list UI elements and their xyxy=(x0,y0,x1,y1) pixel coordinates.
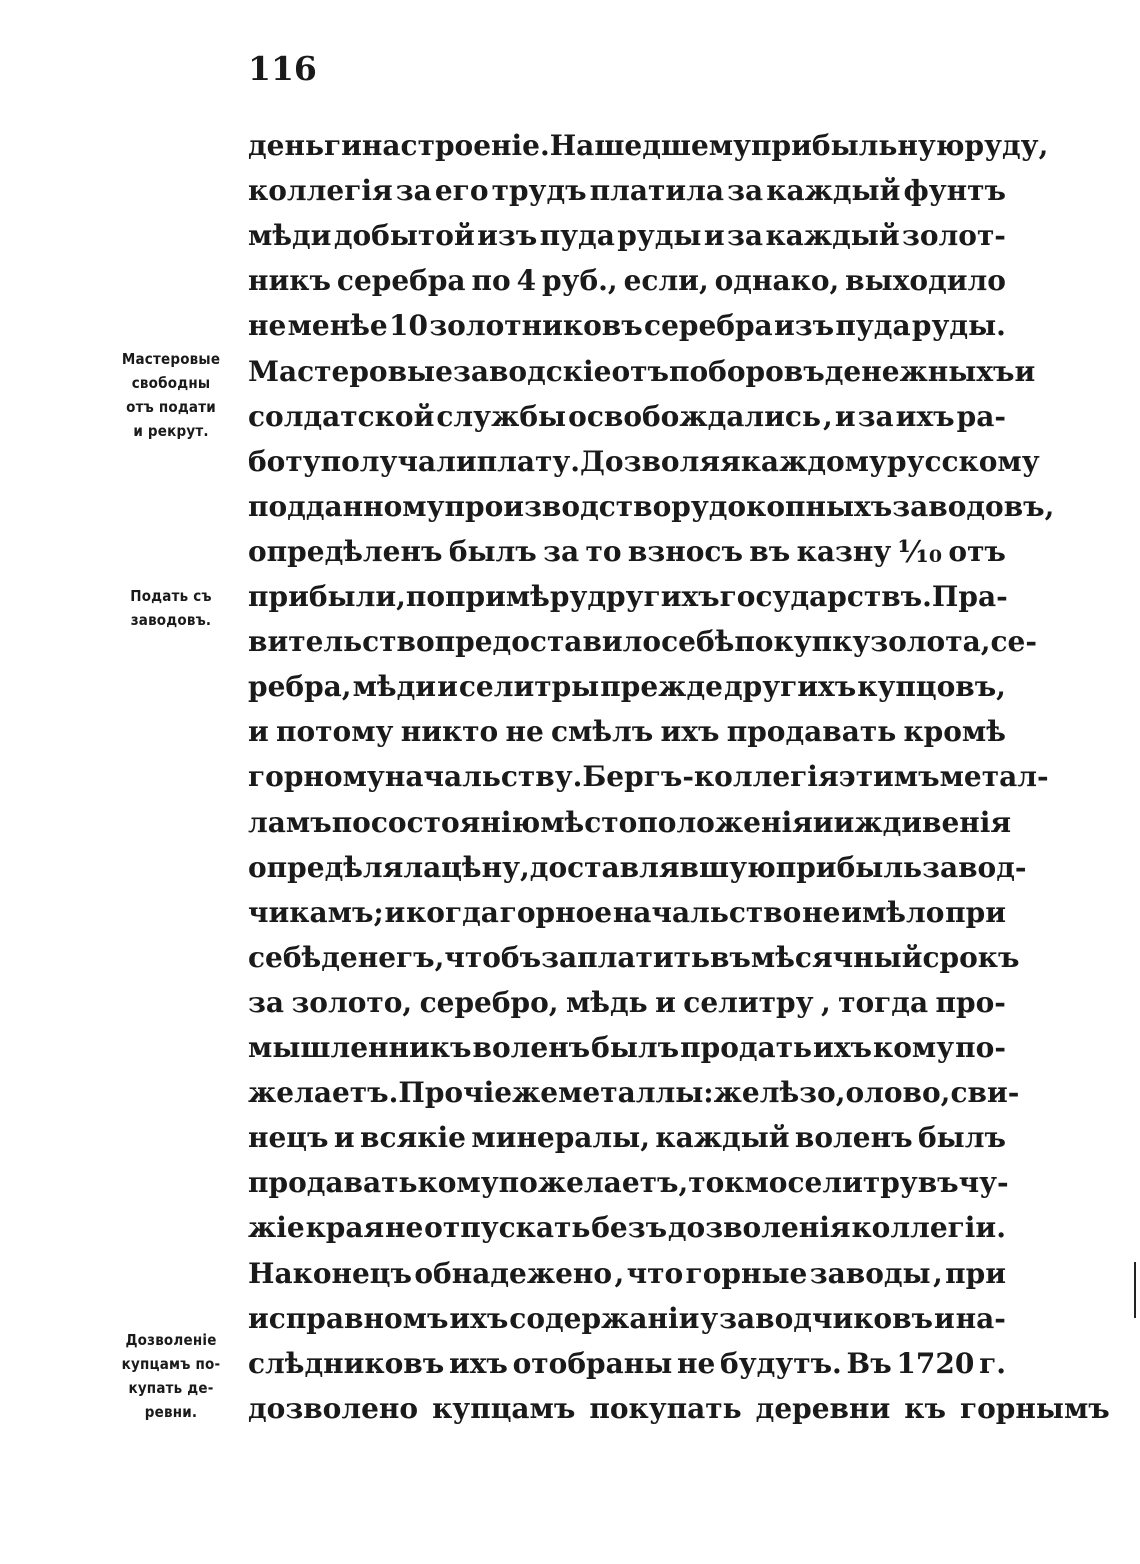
body-line: вительство предоставило себѣ покупку золота, се- xyxy=(248,625,1037,659)
body-line: ребра, мѣди и селитры прежде другихъ купцовъ, xyxy=(248,670,1006,704)
body-line: ламъ по состоянію мѣстоположенія и иждивенія xyxy=(248,805,1012,839)
body-line: Наконецъ обнадежено , что горные заводы , при xyxy=(248,1256,1006,1290)
body-line: и потому никто не смѣлъ ихъ продавать кромѣ xyxy=(248,715,1006,749)
margin-note-line: Мастеровые xyxy=(121,350,221,368)
margin-note-line: купать де- xyxy=(128,1379,214,1397)
margin-note-line: Дозволеніе xyxy=(125,1331,217,1349)
body-line: за золото, серебро, мѣдь и селитру , тогда про- xyxy=(248,985,1006,1019)
body-line: деньги на строеніе. Нашедшему прибыльную руду, xyxy=(248,129,1049,162)
margin-note-line: ревни. xyxy=(144,1403,198,1421)
margin-note-line: свободны xyxy=(131,374,211,392)
body-line: дозволено купцамъ покупать деревни къ горнымъ xyxy=(248,1391,1110,1425)
body-line: мышленникъ воленъ былъ продать ихъ кому по- xyxy=(248,1031,1006,1064)
body-line: Мастеровые заводскіе отъ поборовъ денежныхъ и xyxy=(248,354,1036,388)
body-line: боту получали плату. Дозволяя каждому русскому xyxy=(248,444,1040,478)
body-line: не менѣе 10 золотниковъ серебра изъ пуда руды. xyxy=(248,309,1006,343)
page-number: 116 xyxy=(248,49,317,88)
margin-note-line: отъ подати xyxy=(126,398,216,416)
body-line: нецъ и всякіе минералы, каждый воленъ былъ xyxy=(248,1121,1006,1155)
margin-note-line: заводовъ. xyxy=(130,611,212,629)
margin-note-line: и рекрут. xyxy=(133,422,209,440)
body-line: продавать кому пожелаетъ, токмо селитру въ чу- xyxy=(248,1166,1009,1200)
scan-edge-mark xyxy=(1134,1262,1136,1318)
body-line: горному начальству. Бергъ-коллегія этимъ метал- xyxy=(248,760,1049,794)
body-line: себѣ денегъ, чтобъ заплатить въ мѣсячный срокъ xyxy=(248,940,1020,974)
body-line: прибыли, по примѣру другихъ государствъ. Пра- xyxy=(248,580,1008,613)
body-line: исправномъ ихъ содержаніи у заводчиковъ и на- xyxy=(248,1301,1006,1335)
body-line: солдатской службы освобождались , и за ихъ ра- xyxy=(248,399,1006,433)
body-line: жіе края не отпускать безъ дозволенія коллегіи. xyxy=(248,1211,1006,1245)
margin-note-craftsmen xyxy=(104,347,238,443)
body-line: мѣди добытой изъ пуда руды и за каждый золот- xyxy=(248,219,1006,253)
margin-note-line: купцамъ по- xyxy=(121,1355,221,1373)
body-line: слѣдниковъ ихъ отобраны не будутъ. Въ 1720 г. xyxy=(248,1346,1006,1380)
body-line: чикамъ; и когда горное начальство не имѣло при xyxy=(248,895,1006,929)
body-line: опредѣляла цѣну, доставлявшую прибыль завод- xyxy=(248,850,1027,884)
body-line: опредѣленъ былъ за то взносъ въ казну ¹⁄₁₀ отъ xyxy=(248,534,1006,570)
margin-note-factory-tax xyxy=(104,584,238,632)
body-line: коллегія за его трудъ платила за каждый фунтъ xyxy=(248,174,1006,208)
body-line: подданному производство рудокопныхъ заводовъ, xyxy=(248,489,1055,523)
margin-note-merchants-villages xyxy=(104,1328,238,1424)
body-line: желаетъ. Прочіе же металлы: желѣзо, олово, сви- xyxy=(248,1076,1020,1110)
body-line: никъ серебра по 4 руб., если, однако, выходило xyxy=(248,264,1006,298)
margin-note-line: Подать съ xyxy=(130,587,212,605)
